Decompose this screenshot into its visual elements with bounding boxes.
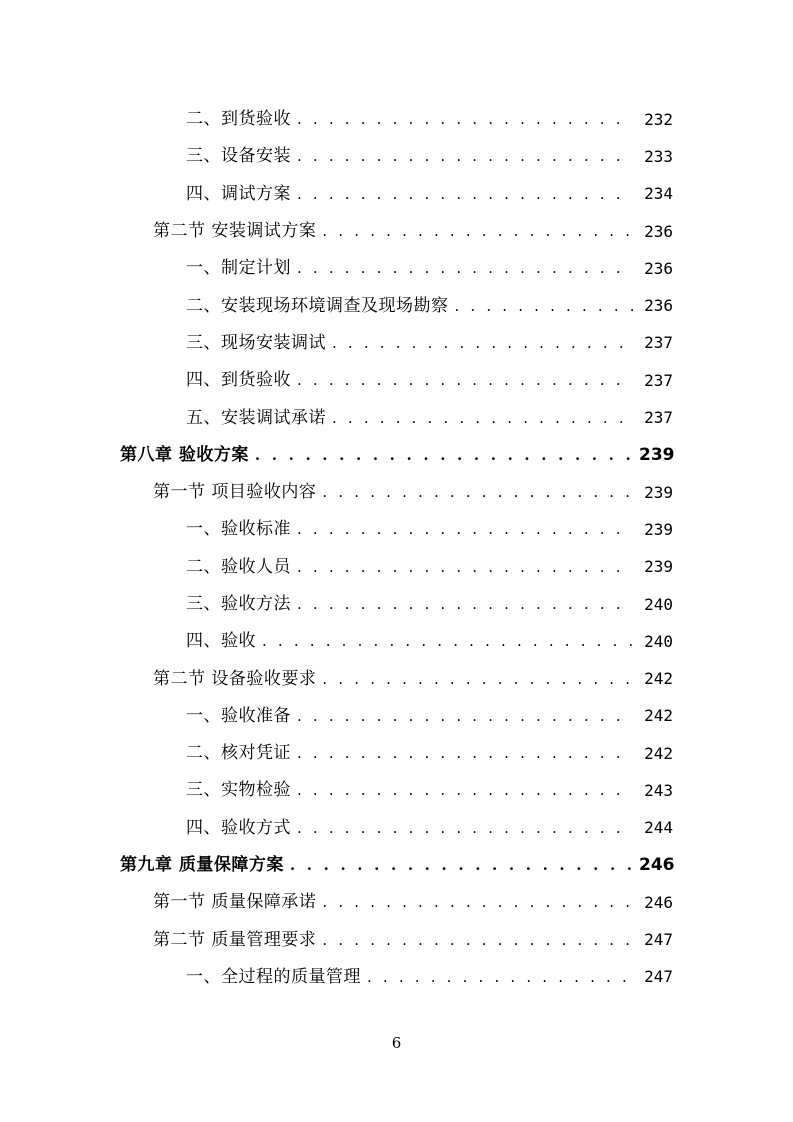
toc-dot-leader bbox=[297, 261, 633, 276]
toc-entry-label: 三、设备安装 bbox=[186, 146, 291, 167]
toc-entry[interactable] bbox=[0, 623, 793, 660]
page-number: 6 bbox=[391, 1034, 402, 1052]
toc-entry-page: 236 bbox=[644, 221, 673, 241]
toc-entry[interactable] bbox=[0, 213, 793, 250]
toc-entry[interactable] bbox=[0, 362, 793, 399]
toc-entry-page: 233 bbox=[644, 146, 673, 166]
toc-dot-leader bbox=[297, 112, 633, 127]
toc-entry-page: 242 bbox=[644, 706, 673, 726]
toc-entry[interactable] bbox=[0, 325, 793, 362]
toc-dot-leader bbox=[322, 933, 633, 948]
toc-entry-page: 247 bbox=[644, 930, 673, 950]
toc-entry-page: 244 bbox=[644, 818, 673, 838]
toc-entry[interactable] bbox=[0, 810, 793, 847]
toc-entry[interactable] bbox=[0, 549, 793, 586]
toc-entry-page: 246 bbox=[644, 892, 673, 912]
toc-entry-label: 四、验收方式 bbox=[186, 817, 291, 838]
toc-entry[interactable] bbox=[0, 101, 793, 138]
toc-entry[interactable] bbox=[0, 884, 793, 921]
toc-entry-page: 239 bbox=[639, 444, 675, 465]
toc-entry[interactable] bbox=[0, 250, 793, 287]
toc-dot-leader bbox=[297, 522, 633, 537]
toc-dot-leader bbox=[332, 336, 633, 351]
toc-entry[interactable] bbox=[0, 959, 793, 996]
toc-entry[interactable] bbox=[0, 399, 793, 436]
toc-entry-page: 237 bbox=[644, 333, 673, 353]
toc-dot-leader bbox=[322, 672, 633, 687]
toc-entry-label: 第八章 验收方案 bbox=[120, 444, 249, 465]
toc-dot-leader bbox=[297, 187, 633, 202]
toc-dot-leader bbox=[262, 634, 633, 649]
toc-dot-leader bbox=[297, 821, 633, 836]
toc-dot-leader bbox=[455, 299, 634, 314]
toc-entry-label: 三、验收方法 bbox=[186, 594, 291, 614]
toc-entry-page: 239 bbox=[644, 557, 673, 577]
toc-entry-label: 第一节 质量保障承诺 bbox=[153, 892, 317, 913]
toc-chapter-entry[interactable] bbox=[0, 847, 793, 884]
toc-dot-leader bbox=[297, 149, 633, 164]
toc-entry-label: 一、验收标准 bbox=[186, 519, 291, 540]
toc-entry-label: 一、验收准备 bbox=[186, 705, 291, 726]
toc-entry-label: 一、全过程的质量管理 bbox=[186, 966, 361, 987]
toc-entry[interactable] bbox=[0, 176, 793, 213]
toc-entry[interactable] bbox=[0, 660, 793, 697]
toc-entry-page: 242 bbox=[644, 743, 673, 763]
toc-entry-label: 第二节 设备验收要求 bbox=[153, 668, 317, 689]
toc-entry-page: 232 bbox=[644, 109, 673, 129]
toc-entry-label: 二、核对凭证 bbox=[186, 743, 291, 764]
toc-entry-label: 四、到货验收 bbox=[186, 370, 291, 391]
toc-dot-leader bbox=[297, 709, 633, 724]
toc-entry-page: 236 bbox=[644, 296, 673, 316]
toc-entry-label: 第二节 质量管理要求 bbox=[153, 929, 317, 950]
toc-entry-label: 三、实物检验 bbox=[186, 780, 291, 801]
toc-entry-page: 239 bbox=[644, 482, 673, 502]
toc-entry-page: 237 bbox=[644, 408, 673, 428]
toc-entry-label: 二、验收人员 bbox=[186, 556, 291, 577]
toc-entry-label: 五、安装调试承诺 bbox=[186, 407, 326, 428]
toc-dot-leader bbox=[297, 373, 633, 388]
toc-entry[interactable] bbox=[0, 287, 793, 324]
toc-entry-label: 一、制定计划 bbox=[186, 258, 291, 279]
toc-dot-leader bbox=[322, 485, 633, 500]
toc-entry-label: 三、现场安装调试 bbox=[186, 332, 326, 353]
toc-entry[interactable] bbox=[0, 138, 793, 175]
toc-entry-page: 234 bbox=[644, 184, 673, 204]
table-of-contents bbox=[0, 101, 793, 996]
toc-entry-label: 第九章 质量保障方案 bbox=[120, 855, 284, 876]
toc-entry-page: 236 bbox=[644, 258, 673, 278]
toc-entry-label: 四、调试方案 bbox=[186, 183, 291, 204]
toc-entry-page: 246 bbox=[639, 855, 675, 876]
toc-dot-leader bbox=[322, 224, 633, 239]
toc-entry-page: 240 bbox=[644, 631, 673, 651]
toc-entry-label: 第二节 安装调试方案 bbox=[153, 221, 317, 242]
toc-entry[interactable] bbox=[0, 511, 793, 548]
toc-entry[interactable] bbox=[0, 474, 793, 511]
toc-entry[interactable] bbox=[0, 586, 793, 623]
toc-dot-leader bbox=[297, 783, 633, 798]
toc-entry-label: 二、到货验收 bbox=[186, 109, 291, 130]
toc-entry-label: 四、验收 bbox=[186, 631, 256, 652]
toc-entry-page: 247 bbox=[644, 967, 673, 987]
toc-dot-leader bbox=[332, 411, 633, 426]
toc-dot-leader bbox=[297, 746, 633, 761]
toc-entry[interactable] bbox=[0, 772, 793, 809]
toc-dot-leader bbox=[322, 895, 633, 910]
toc-entry-label: 二、安装现场环境调查及现场勘察 bbox=[186, 295, 449, 316]
toc-entry[interactable] bbox=[0, 735, 793, 772]
toc-entry-page: 242 bbox=[644, 669, 673, 689]
toc-entry-page: 237 bbox=[644, 370, 673, 390]
toc-dot-leader bbox=[255, 448, 633, 463]
toc-dot-leader bbox=[367, 970, 633, 985]
toc-entry-label: 第一节 项目验收内容 bbox=[153, 482, 317, 503]
toc-dot-leader bbox=[290, 858, 633, 873]
toc-entry[interactable] bbox=[0, 922, 793, 959]
toc-entry[interactable] bbox=[0, 698, 793, 735]
toc-dot-leader bbox=[297, 597, 633, 612]
toc-chapter-entry[interactable] bbox=[0, 437, 793, 474]
toc-dot-leader bbox=[297, 560, 633, 575]
toc-entry-page: 240 bbox=[644, 594, 673, 614]
toc-entry-page: 243 bbox=[644, 780, 673, 800]
toc-entry-page: 239 bbox=[644, 519, 673, 539]
